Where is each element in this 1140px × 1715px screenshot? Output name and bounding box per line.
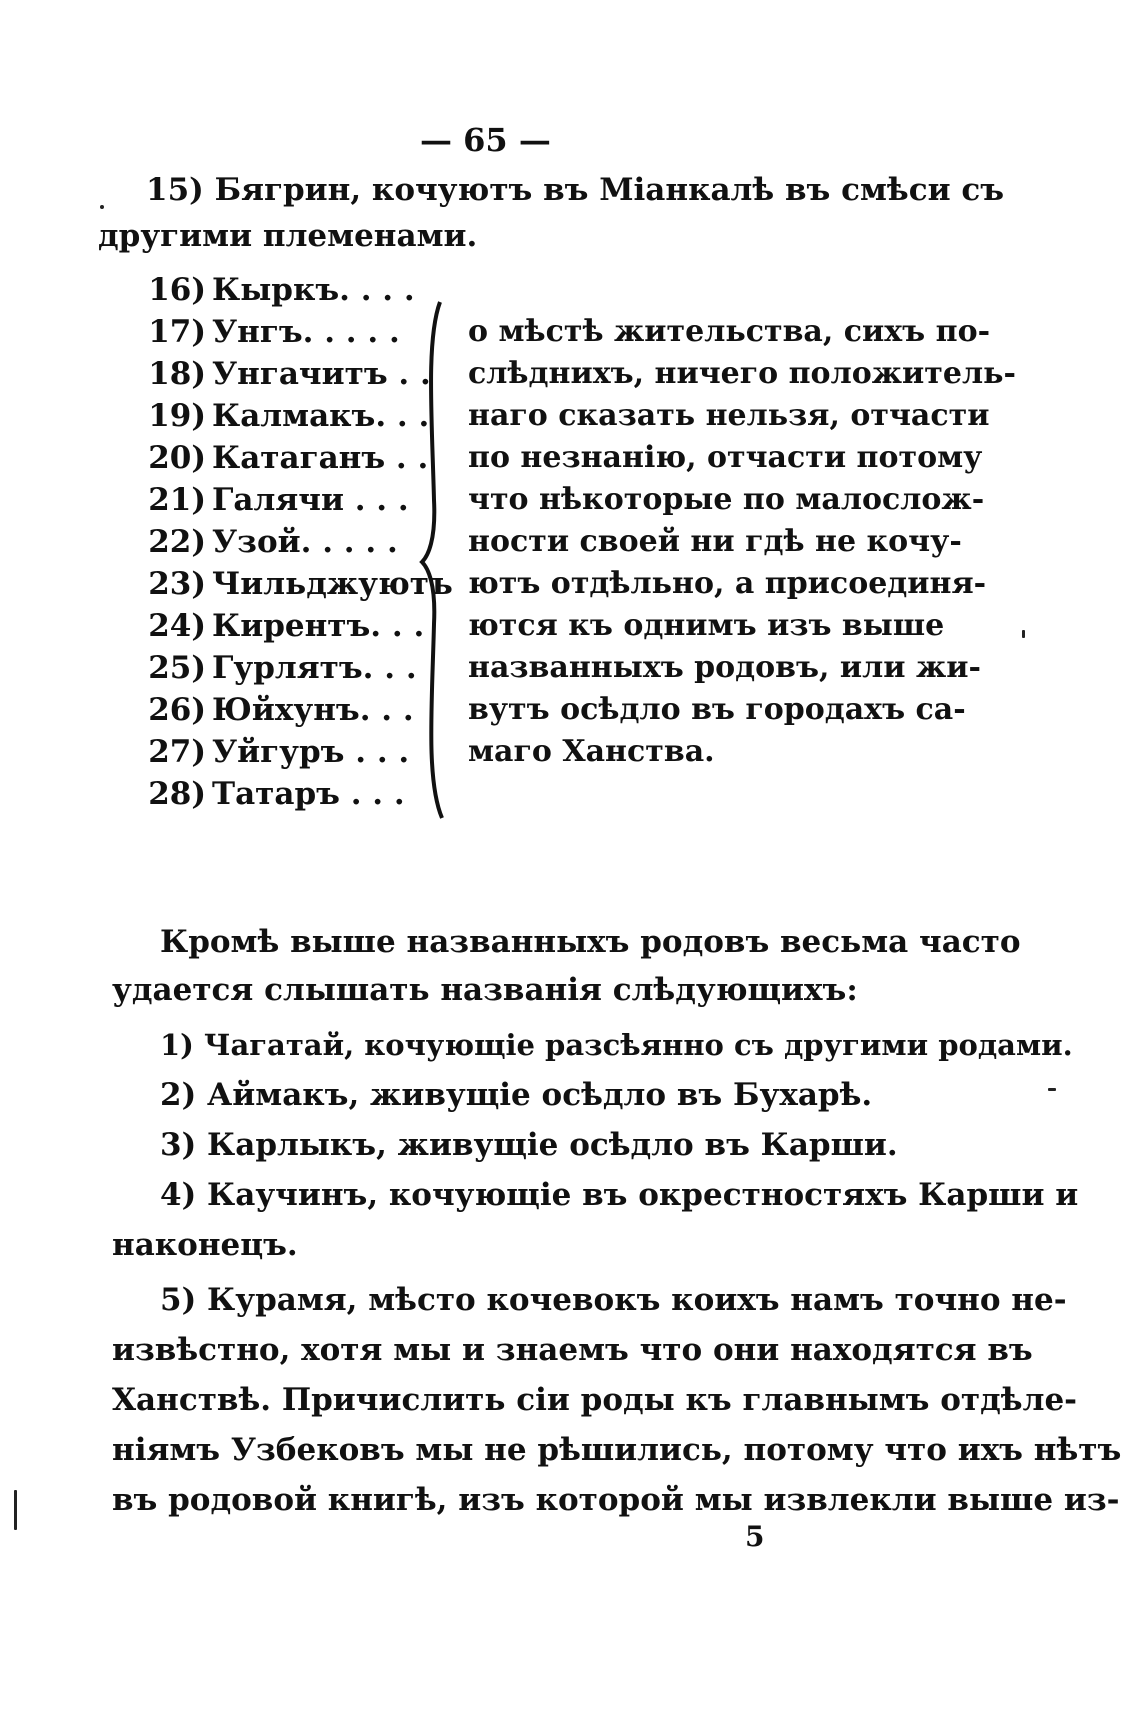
final-line: извѣстно, хотя мы и знаемъ что они находятся въ	[112, 1332, 1033, 1368]
final-line: Ханствѣ. Причислить сіи роды къ главнымъ отдѣле-	[112, 1382, 1078, 1418]
tribe-number: 19)	[148, 398, 206, 434]
final-line: ніямъ Узбековъ мы не рѣшились, потому что ихъ нѣтъ	[112, 1432, 1122, 1468]
tribe-name: Гурлятъ. . .	[212, 650, 417, 686]
tribe-number: 28)	[148, 776, 206, 812]
paragraph-line-2: удается слышать названія слѣдующихъ:	[112, 972, 858, 1008]
brace-note-line: наго сказать нельзя, отчасти	[468, 398, 990, 433]
brace-note-line: маго Ханства.	[468, 734, 715, 769]
scan-speck	[14, 1490, 17, 1530]
tribe-number: 16)	[148, 272, 206, 308]
tribe-name: Чильджуютъ	[212, 566, 453, 602]
brace-note-line: ности своей ни гдѣ не кочу-	[468, 524, 962, 559]
intro-line-2: другими племенами.	[98, 218, 478, 254]
brace-note-line: ются къ однимъ изъ выше	[468, 608, 945, 643]
final-line: 5) Курамя, мѣсто кочевокъ коихъ намъ точно не-	[160, 1282, 1067, 1318]
tribe-number: 27)	[148, 734, 206, 770]
list-item: 4) Каучинъ, кочующіе въ окрестностяхъ Карши и	[160, 1177, 1079, 1213]
list-item-continuation: наконецъ.	[112, 1227, 298, 1263]
tribe-name: Уйгуръ . . .	[212, 734, 410, 770]
list-item: 1) Чагатай, кочующіе разсѣянно съ другими родами.	[160, 1028, 1073, 1062]
tribe-number: 18)	[148, 356, 206, 392]
tribe-name: Узой. . . . .	[212, 524, 398, 560]
scan-speck	[100, 205, 104, 209]
brace-note-line: слѣднихъ, ничего положитель-	[468, 356, 1016, 391]
tribe-number: 24)	[148, 608, 206, 644]
final-line: въ родовой книгѣ, изъ которой мы извлекли выше из-	[112, 1482, 1120, 1518]
list-item: 3) Карлыкъ, живущіе осѣдло въ Карши.	[160, 1127, 898, 1163]
intro-line-1: 15) Бягрин, кочуютъ въ Міанкалѣ въ смѣси съ	[146, 172, 1005, 208]
signature-mark: 5	[745, 1520, 765, 1553]
tribe-number: 25)	[148, 650, 206, 686]
tribe-name: Кыркъ. . . .	[212, 272, 415, 308]
tribe-name: Юйхунъ. . .	[212, 692, 414, 728]
tribe-number: 22)	[148, 524, 206, 560]
scan-speck	[1048, 1088, 1056, 1091]
brace-note-line: вутъ осѣдло въ городахъ са-	[468, 692, 966, 727]
brace-note-line: названныхъ родовъ, или жи-	[468, 650, 981, 685]
paragraph-line-1: Кромѣ выше названныхъ родовъ весьма часто	[160, 924, 1021, 960]
tribe-name: Калмакъ. . .	[212, 398, 430, 434]
tribe-name: Катаганъ . .	[212, 440, 429, 476]
tribe-number: 23)	[148, 566, 206, 602]
tribe-number: 26)	[148, 692, 206, 728]
brace-note-line: по незнанію, отчасти потому	[468, 440, 983, 475]
brace-note-line: что нѣкоторые по малослож-	[468, 482, 985, 517]
tribe-number: 17)	[148, 314, 206, 350]
tribe-number: 21)	[148, 482, 206, 518]
scan-speck	[1022, 630, 1025, 638]
brace-note-line: ютъ отдѣльно, а присоединя-	[468, 566, 987, 601]
page-number: — 65 —	[420, 121, 551, 159]
tribe-number: 20)	[148, 440, 206, 476]
tribe-name: Кирентъ. . .	[212, 608, 425, 644]
brace-note-line: о мѣстѣ жительства, сихъ по-	[468, 314, 991, 349]
list-item: 2) Аймакъ, живущіе осѣдло въ Бухарѣ.	[160, 1077, 873, 1113]
tribe-name: Унгъ. . . . .	[212, 314, 400, 350]
tribe-name: Унгачитъ . .	[212, 356, 431, 392]
tribe-name: Татаръ . . .	[212, 776, 405, 812]
curly-brace	[420, 300, 460, 820]
tribe-name: Галячи . . .	[212, 482, 409, 518]
